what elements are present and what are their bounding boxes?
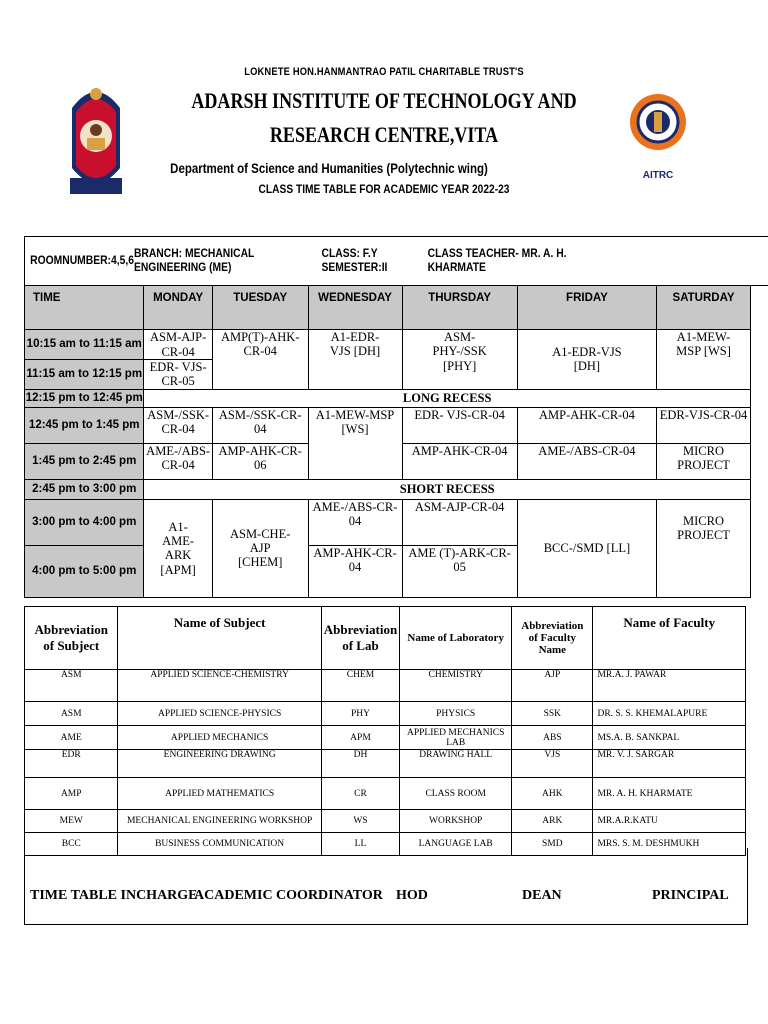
abbr-cell: AMP <box>25 778 118 810</box>
signature-timetable-incharge: TIME TABLE INCHARGE <box>30 888 198 903</box>
abbr-cell: MR. A. H. KHARMATE <box>593 778 746 810</box>
abbr-cell: WS <box>321 810 399 833</box>
class-timetable <box>24 236 768 598</box>
institute-name-line2: RESEARCH CENTRE,VITA <box>269 122 499 147</box>
abbreviations-table <box>24 606 746 856</box>
fri-slot-5: AME-/ABS-CR-04 <box>517 443 656 479</box>
header-subject-name: Name of Subject <box>118 607 321 670</box>
mon-slot-4: ASM-/SSK-CR-04 <box>144 407 212 443</box>
abbr-cell: CHEMISTRY <box>400 670 512 702</box>
mon-slot-7-8: A1-AME-ARK [APM] <box>144 499 212 597</box>
abbr-cell: SMD <box>512 833 593 856</box>
long-recess: LONG RECESS <box>144 389 751 407</box>
abbr-cell: MR. V. J. SARGAR <box>593 750 746 778</box>
abbr-cell: EDR <box>25 750 118 778</box>
header-time: TIME <box>25 286 144 330</box>
header-wednesday: WEDNESDAY <box>308 286 402 330</box>
sat-slot-5: MICRO PROJECT <box>657 443 751 479</box>
tue-slot-5: AMP-AHK-CR-06 <box>212 443 308 479</box>
abbr-cell: DRAWING HALL <box>400 750 512 778</box>
header-saturday: SATURDAY <box>657 286 751 330</box>
time-slot-6: 2:45 pm to 3:00 pm <box>25 479 144 499</box>
wed-slot-7: AME-/ABS-CR-04 <box>308 499 402 545</box>
mon-slot-5: AME-/ABS-CR-04 <box>144 443 212 479</box>
abbr-cell: MEW <box>25 810 118 833</box>
abbr-cell: BCC <box>25 833 118 856</box>
abbr-cell: ENGINEERING DRAWING <box>118 750 321 778</box>
header-tuesday: TUESDAY <box>212 286 308 330</box>
abbr-cell: PHY <box>321 702 399 726</box>
class-semester: CLASS: F.Y SEMESTER:II <box>321 246 388 274</box>
abbr-cell: CHEM <box>321 670 399 702</box>
abbr-cell: MRS. S. M. DESHMUKH <box>593 833 746 856</box>
signature-dean: DEAN <box>522 888 562 903</box>
abbr-cell: LL <box>321 833 399 856</box>
fri-slot-7-8: BCC-/SMD [LL] <box>517 499 656 597</box>
abbr-cell: APPLIED SCIENCE-PHYSICS <box>118 702 321 726</box>
time-slot-7: 3:00 pm to 4:00 pm <box>25 499 144 545</box>
trust-name: LOKNETE HON.HANMANTRAO PATIL CHARITABLE TRUST'S <box>244 66 524 78</box>
abbr-cell: CLASS ROOM <box>400 778 512 810</box>
abbr-cell: WORKSHOP <box>400 810 512 833</box>
sat-slot-7-8: MICRO PROJECT <box>657 499 751 597</box>
header-thursday: THURSDAY <box>402 286 517 330</box>
branch: BRANCH: MECHANICAL ENGINEERING (ME) <box>133 246 255 274</box>
abbr-cell: ARK <box>512 810 593 833</box>
header-lab-name: Name of Laboratory <box>400 607 512 670</box>
signature-academic-coordinator: ACADEMIC COORDINATOR <box>194 888 383 903</box>
mon-slot-1: ASM-AJP-CR-04 <box>144 330 212 360</box>
sat-slot-4: EDR-VJS-CR-04 <box>657 407 751 443</box>
aitrc-logo-text: AITRC <box>642 170 674 181</box>
fri-slot-1-2: A1-EDR-VJS [DH] <box>517 330 656 390</box>
abbr-cell: CR <box>321 778 399 810</box>
abbr-cell: ABS <box>512 726 593 750</box>
time-slot-8: 4:00 pm to 5:00 pm <box>25 545 144 597</box>
thu-slot-8: AME (T)-ARK-CR-05 <box>402 545 517 597</box>
abbr-cell: MS.A. B. SANKPAL <box>593 726 746 750</box>
abbr-cell: MR.A.R.KATU <box>593 810 746 833</box>
tue-slot-1-2: AMP(T)-AHK-CR-04 <box>212 330 308 390</box>
abbr-cell: VJS <box>512 750 593 778</box>
abbr-cell: APPLIED MECHANICS LAB <box>400 726 512 750</box>
abbr-cell: APM <box>321 726 399 750</box>
tue-slot-7-8: ASM-CHE-AJP [CHEM] <box>212 499 308 597</box>
wed-slot-4-5: A1-MEW-MSP [WS] <box>308 407 402 479</box>
header-monday: MONDAY <box>144 286 212 330</box>
header-abbr-lab: Abbreviation of Lab <box>321 607 399 670</box>
abbr-cell: APPLIED MECHANICS <box>118 726 321 750</box>
fri-slot-4: AMP-AHK-CR-04 <box>517 407 656 443</box>
signature-principal: PRINCIPAL <box>652 888 729 903</box>
signature-block <box>24 848 748 925</box>
time-slot-3: 12:15 pm to 12:45 pm <box>25 389 144 407</box>
abbr-cell: DH <box>321 750 399 778</box>
abbr-cell: LANGUAGE LAB <box>400 833 512 856</box>
abbr-cell: DR. S. S. KHEMALAPURE <box>593 702 746 726</box>
abbr-cell: MECHANICAL ENGINEERING WORKSHOP <box>118 810 321 833</box>
thu-slot-5: AMP-AHK-CR-04 <box>402 443 517 479</box>
header-faculty-name: Name of Faculty <box>593 607 746 670</box>
header-abbr-subject: Abbreviation of Subject <box>25 607 118 670</box>
time-slot-5: 1:45 pm to 2:45 pm <box>25 443 144 479</box>
time-slot-2: 11:15 am to 12:15 pm <box>25 360 144 390</box>
abbr-cell: AJP <box>512 670 593 702</box>
room-number: ROOMNUMBER:4,5,6 <box>30 253 134 268</box>
class-teacher: CLASS TEACHER- MR. A. H. KHARMATE <box>427 246 567 274</box>
abbr-cell: PHYSICS <box>400 702 512 726</box>
signature-hod: HOD <box>396 888 428 903</box>
abbr-cell: MR.A. J. PAWAR <box>593 670 746 702</box>
timetable-title: CLASS TIME TABLE FOR ACADEMIC YEAR 2022-23 <box>258 182 510 196</box>
sat-slot-1-2: A1-MEW-MSP [WS] <box>657 330 751 390</box>
institute-name-line1: ADARSH INSTITUTE OF TECHNOLOGY AND <box>191 88 577 113</box>
abbr-cell: SSK <box>512 702 593 726</box>
header-friday: FRIDAY <box>517 286 656 330</box>
abbr-cell: AHK <box>512 778 593 810</box>
thu-slot-7: ASM-AJP-CR-04 <box>402 499 517 545</box>
header-abbr-faculty: Abbreviation of Faculty Name <box>512 607 593 670</box>
abbr-cell: APPLIED SCIENCE-CHEMISTRY <box>118 670 321 702</box>
department-name: Department of Science and Humanities (Polytechnic wing) <box>170 160 488 176</box>
abbr-cell: APPLIED MATHEMATICS <box>118 778 321 810</box>
abbr-cell: ASM <box>25 702 118 726</box>
mon-slot-2: EDR- VJS-CR-05 <box>144 360 212 390</box>
short-recess: SHORT RECESS <box>144 479 751 499</box>
thu-slot-1-2: ASM-PHY-/SSK [PHY] <box>402 330 517 390</box>
abbr-cell: ASM <box>25 670 118 702</box>
wed-slot-8: AMP-AHK-CR-04 <box>308 545 402 597</box>
time-slot-4: 12:45 pm to 1:45 pm <box>25 407 144 443</box>
tue-slot-4: ASM-/SSK-CR-04 <box>212 407 308 443</box>
wed-slot-1-2: A1-EDR-VJS [DH] <box>308 330 402 390</box>
time-slot-1: 10:15 am to 11:15 am <box>25 330 144 360</box>
abbr-cell: AME <box>25 726 118 750</box>
thu-slot-4: EDR- VJS-CR-04 <box>402 407 517 443</box>
abbr-cell: BUSINESS COMMUNICATION <box>118 833 321 856</box>
